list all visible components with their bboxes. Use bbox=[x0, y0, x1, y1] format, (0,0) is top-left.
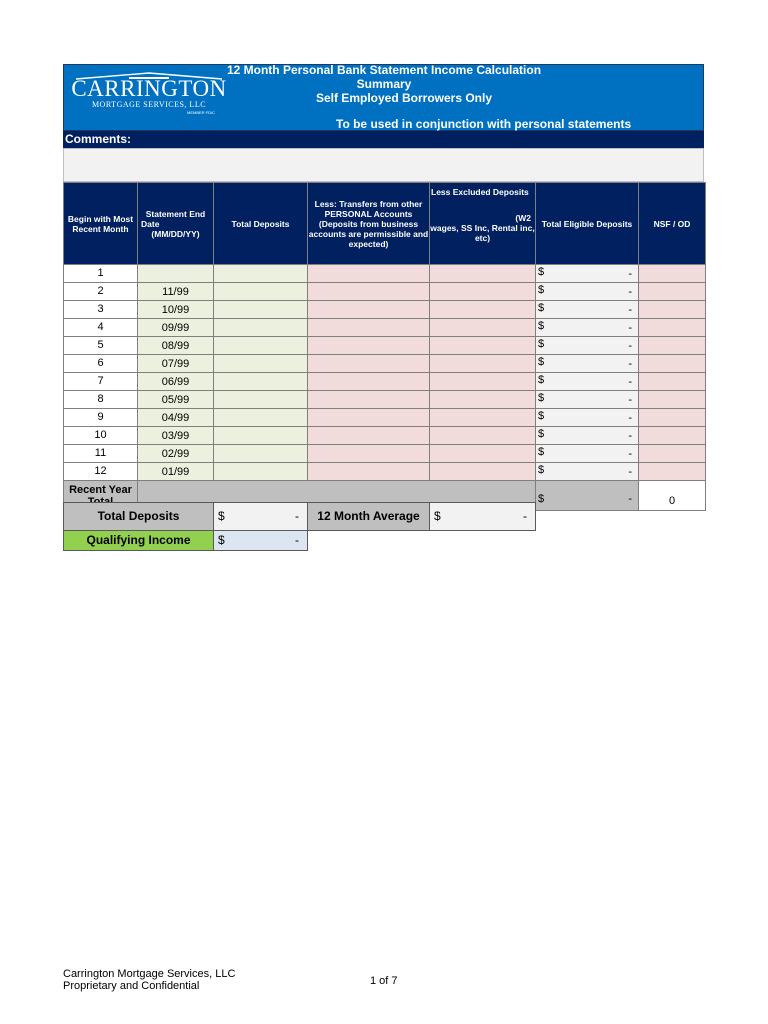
excluded-deposits-cell[interactable] bbox=[430, 391, 536, 409]
recent-year-total-label: Recent Year bbox=[64, 481, 138, 511]
month-average-label: 12 Month Average bbox=[307, 502, 430, 531]
total-deposits-cell[interactable] bbox=[214, 319, 308, 337]
total-deposits-value: $ - bbox=[213, 502, 308, 531]
row-number: 8 bbox=[64, 391, 138, 409]
row-number: 6 bbox=[64, 355, 138, 373]
end-date-cell[interactable]: 05/99 bbox=[138, 391, 214, 409]
eligible-deposits-cell: $ - bbox=[536, 409, 639, 427]
transfers-cell[interactable] bbox=[308, 283, 430, 301]
table-row bbox=[64, 337, 706, 355]
sheet-title: 12 Month Personal Bank Statement Income Calculation Summary bbox=[226, 63, 542, 91]
total-deposits-cell[interactable] bbox=[214, 427, 308, 445]
total-deposits-cell[interactable] bbox=[214, 337, 308, 355]
col-header-nsf: NSF / OD bbox=[639, 183, 706, 265]
nsf-cell[interactable] bbox=[639, 409, 706, 427]
nsf-cell[interactable] bbox=[639, 463, 706, 481]
table-row bbox=[64, 427, 706, 445]
eligible-deposits-cell: $ - bbox=[536, 265, 639, 283]
eligible-deposits-cell: $ - bbox=[536, 355, 639, 373]
row-number: 4 bbox=[64, 319, 138, 337]
end-date-cell[interactable]: 11/99 bbox=[138, 283, 214, 301]
month-average-value: $ - bbox=[429, 502, 536, 531]
row-number: 11 bbox=[64, 445, 138, 463]
transfers-cell[interactable] bbox=[308, 445, 430, 463]
header-band bbox=[63, 64, 704, 131]
total-deposits-cell[interactable] bbox=[214, 301, 308, 319]
row-number: 10 bbox=[64, 427, 138, 445]
footer-confidential: Proprietary and Confidential bbox=[63, 980, 200, 992]
excluded-deposits-cell[interactable] bbox=[430, 319, 536, 337]
end-date-cell[interactable]: 04/99 bbox=[138, 409, 214, 427]
eligible-deposits-cell: $ - bbox=[536, 319, 639, 337]
eligible-deposits-cell: $ - bbox=[536, 427, 639, 445]
eligible-deposits-cell: $ - bbox=[536, 445, 639, 463]
logo-subtitle: MORTGAGE SERVICES, LLC bbox=[91, 100, 207, 109]
footer-company bbox=[63, 968, 235, 992]
transfers-cell[interactable] bbox=[308, 373, 430, 391]
nsf-cell[interactable] bbox=[639, 283, 706, 301]
qualifying-income-label: Qualifying Income bbox=[63, 530, 214, 551]
col-header-end-date: Statement End Date (MM/DD/YY) bbox=[138, 183, 214, 265]
table-row bbox=[64, 391, 706, 409]
transfers-cell[interactable] bbox=[308, 337, 430, 355]
eligible-deposits-cell: $ - bbox=[536, 283, 639, 301]
total-deposits-cell[interactable] bbox=[214, 463, 308, 481]
transfers-cell[interactable] bbox=[308, 427, 430, 445]
row-number: 7 bbox=[64, 373, 138, 391]
transfers-cell[interactable] bbox=[308, 265, 430, 283]
statement-table bbox=[63, 182, 706, 511]
end-date-cell[interactable]: 09/99 bbox=[138, 319, 214, 337]
comments-field[interactable] bbox=[63, 148, 704, 182]
eligible-deposits-cell: $ - bbox=[536, 463, 639, 481]
total-deposits-label: Total Deposits bbox=[63, 502, 214, 531]
excluded-deposits-cell[interactable] bbox=[430, 337, 536, 355]
nsf-cell[interactable] bbox=[639, 265, 706, 283]
nsf-cell[interactable] bbox=[639, 355, 706, 373]
sheet-subtitle: Self Employed Borrowers Only bbox=[315, 91, 493, 105]
total-eligible-cell: $ - bbox=[536, 481, 639, 511]
eligible-deposits-cell: $ - bbox=[536, 391, 639, 409]
table-row bbox=[64, 283, 706, 301]
total-deposits-cell[interactable] bbox=[214, 445, 308, 463]
col-header-month: Begin with Most Recent Month bbox=[64, 183, 138, 265]
excluded-deposits-cell[interactable] bbox=[430, 355, 536, 373]
comments-label: Comments: bbox=[63, 131, 704, 148]
nsf-cell[interactable] bbox=[639, 337, 706, 355]
eligible-deposits-cell: $ - bbox=[536, 373, 639, 391]
eligible-deposits-cell: $ - bbox=[536, 337, 639, 355]
table-row bbox=[64, 319, 706, 337]
table-row bbox=[64, 265, 706, 283]
total-deposits-cell[interactable] bbox=[214, 391, 308, 409]
table-row bbox=[64, 301, 706, 319]
excluded-deposits-cell[interactable] bbox=[430, 463, 536, 481]
carrington-logo bbox=[67, 72, 231, 116]
row-number: 9 bbox=[64, 409, 138, 427]
transfers-cell[interactable] bbox=[308, 391, 430, 409]
excluded-deposits-cell[interactable] bbox=[430, 427, 536, 445]
table-row bbox=[64, 445, 706, 463]
nsf-cell[interactable] bbox=[639, 373, 706, 391]
end-date-cell[interactable]: 08/99 bbox=[138, 337, 214, 355]
excluded-deposits-cell[interactable] bbox=[430, 283, 536, 301]
transfers-cell[interactable] bbox=[308, 301, 430, 319]
nsf-cell[interactable] bbox=[639, 427, 706, 445]
logo-name: CARRINGTON bbox=[71, 76, 227, 101]
table-row bbox=[64, 463, 706, 481]
transfers-cell[interactable] bbox=[308, 463, 430, 481]
row-number: 2 bbox=[64, 283, 138, 301]
excluded-deposits-cell[interactable] bbox=[430, 301, 536, 319]
eligible-deposits-cell: $ - bbox=[536, 301, 639, 319]
end-date-cell[interactable]: 10/99 bbox=[138, 301, 214, 319]
table-row bbox=[64, 409, 706, 427]
excluded-deposits-cell[interactable] bbox=[430, 265, 536, 283]
qualifying-income-value: $ - bbox=[213, 530, 308, 551]
total-deposits-cell[interactable] bbox=[214, 373, 308, 391]
col-header-excluded: Less Excluded Deposits (W2 wages, SS Inc, Rental inc, etc) bbox=[430, 183, 536, 265]
table-row bbox=[64, 355, 706, 373]
end-date-cell[interactable]: 02/99 bbox=[138, 445, 214, 463]
row-number: 1 bbox=[64, 265, 138, 283]
row-number: 3 bbox=[64, 301, 138, 319]
nsf-cell[interactable] bbox=[639, 391, 706, 409]
row-number: 12 bbox=[64, 463, 138, 481]
table-header-row bbox=[64, 183, 706, 265]
nsf-cell[interactable] bbox=[639, 301, 706, 319]
end-date-cell[interactable]: 01/99 bbox=[138, 463, 214, 481]
col-header-total-deposits: Total Deposits bbox=[214, 183, 308, 265]
page-number: 1 of 7 bbox=[370, 975, 398, 987]
transfers-cell[interactable] bbox=[308, 409, 430, 427]
nsf-cell[interactable] bbox=[639, 445, 706, 463]
total-deposits-cell[interactable] bbox=[214, 265, 308, 283]
total-deposits-cell[interactable] bbox=[214, 355, 308, 373]
excluded-deposits-cell[interactable] bbox=[430, 409, 536, 427]
end-date-cell[interactable] bbox=[138, 265, 214, 283]
total-nsf-cell: 0 bbox=[639, 481, 706, 511]
col-header-transfers: Less: Transfers from other PERSONAL Accounts (Deposits from business accounts are permissible and expected) bbox=[308, 183, 430, 265]
transfers-cell[interactable] bbox=[308, 355, 430, 373]
table-row bbox=[64, 373, 706, 391]
row-number: 5 bbox=[64, 337, 138, 355]
footer-company-name: Carrington Mortgage Services, LLC bbox=[63, 968, 236, 980]
end-date-cell[interactable]: 06/99 bbox=[138, 373, 214, 391]
total-deposits-cell[interactable] bbox=[214, 409, 308, 427]
nsf-cell[interactable] bbox=[639, 319, 706, 337]
total-deposits-cell[interactable] bbox=[214, 283, 308, 301]
transfers-cell[interactable] bbox=[308, 319, 430, 337]
end-date-cell[interactable]: 03/99 bbox=[138, 427, 214, 445]
logo-tagline: MEMBER FDIC bbox=[187, 110, 215, 115]
sheet-usage-note: To be used in conjunction with personal statements bbox=[336, 117, 632, 131]
excluded-deposits-cell[interactable] bbox=[430, 373, 536, 391]
excluded-deposits-cell[interactable] bbox=[430, 445, 536, 463]
col-header-eligible: Total Eligible Deposits bbox=[536, 183, 639, 265]
end-date-cell[interactable]: 07/99 bbox=[138, 355, 214, 373]
